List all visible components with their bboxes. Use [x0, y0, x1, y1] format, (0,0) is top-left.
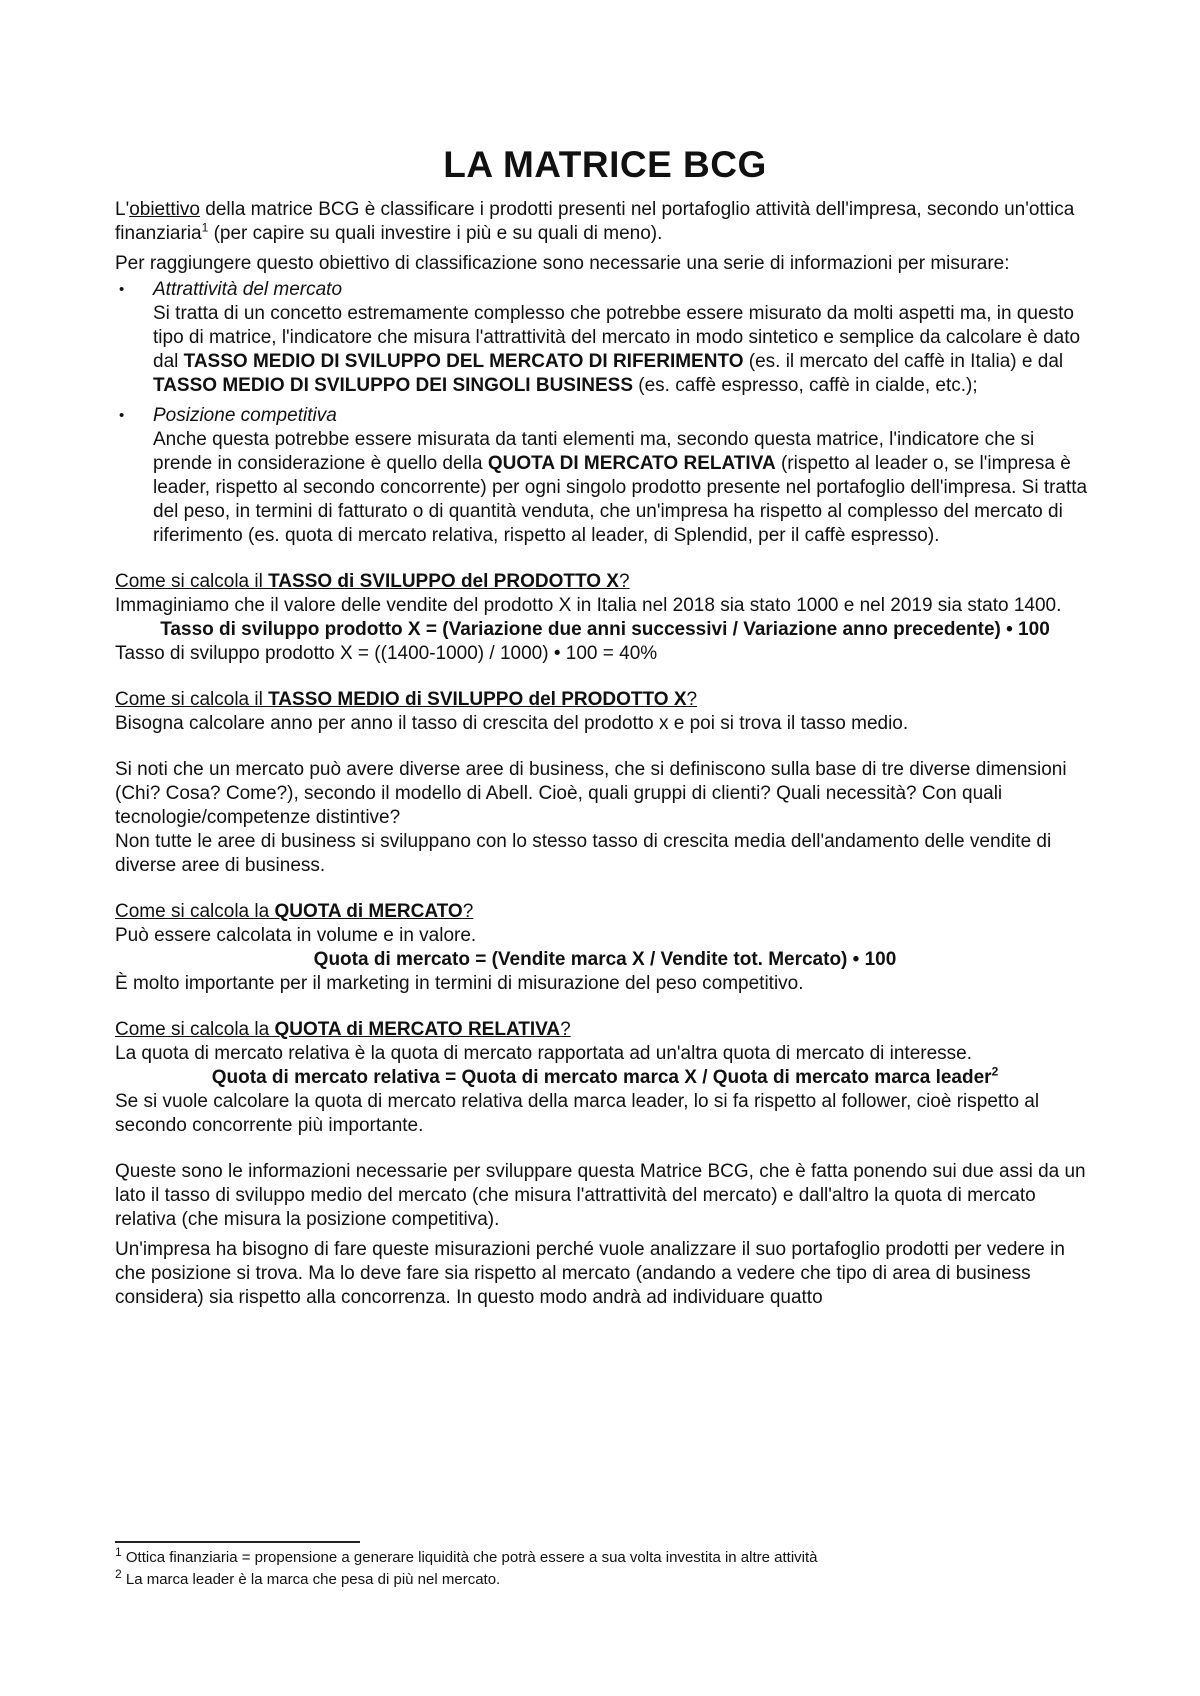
footnote-ref-2: 2	[991, 1064, 999, 1079]
section-paragraph: Può essere calcolata in volume e in valore.	[115, 925, 477, 946]
footnote-divider	[115, 1541, 360, 1543]
intro-paragraph-2: Per raggiungere questo obiettivo di classificazione sono necessarie una serie di informazioni per misurare:	[115, 253, 1010, 274]
formula-quota-mercato: Quota di mercato = (Vendite marca X / Vendite tot. Mercato) • 100	[313, 949, 897, 970]
section-paragraph: Non tutte le aree di business si sviluppano con lo stesso tasso di crescita media dell'andamento delle vendite di diverse aree di business.	[115, 831, 1052, 876]
section-heading-quota-relativa: Come si calcola la QUOTA di MERCATO RELATIVA?	[115, 1019, 571, 1040]
section-paragraph: Queste sono le informazioni necessarie per sviluppare questa Matrice BCG, che è fatta ponendo sui due assi da un lato il tasso di sviluppo medio del mercato (che misura l'attrattività del mercato) e dall'altro la quota di mercato relativa (che misura la posizione competitiva).	[115, 1161, 1086, 1230]
bullet-icon: •	[119, 407, 125, 424]
calculation-example: Tasso di sviluppo prodotto X = ((1400-1000) / 1000) • 100 = 40%	[115, 643, 658, 664]
section-heading-tasso-medio: Come si calcola il TASSO MEDIO di SVILUPPO del PRODOTTO X?	[115, 689, 698, 710]
list-item-title: Attrattività del mercato	[153, 279, 343, 300]
underlined-term: obiettivo	[129, 199, 200, 220]
bullet-icon: •	[119, 281, 125, 298]
section-paragraph: Immaginiamo che il valore delle vendite del prodotto X in Italia nel 2018 sia stato 1000 e nel 2019 sia stato 1400.	[115, 595, 1062, 616]
list-item: • Posizione competitiva Anche questa potrebbe essere misurata da tanti elementi ma, secondo questa matrice, l'indicatore che si prende in considerazione è quello della QUOTA DI MERCATO RELATIVA (rispetto al leader o, se l'impresa è leader, rispetto al secondo concorrente) per ogni singolo prodotto presente nel portafoglio dell'impresa. Si tratta del peso, in termini di fatturato o di quantità venduta, che un'impresa ha rispetto al complesso del mercato di riferimento (es. quota di mercato relativa, rispetto al leader, di Splendid, per il caffè espresso).	[119, 405, 1088, 546]
footnote-ref-1: 1	[201, 220, 209, 235]
formula-quota-relativa: Quota di mercato relativa = Quota di mercato marca X / Quota di mercato marca leader$^2$	[211, 1064, 999, 1088]
section-paragraph: La quota di mercato relativa è la quota di mercato rapportata ad un'altra quota di mercato di interesse.	[115, 1043, 973, 1064]
list-item: • Attrattività del mercato Si tratta di un concetto estremamente complesso che potrebbe essere misurato da molti aspetti ma, in questo tipo di matrice, l'indicatore che misura l'attrattività del mercato in modo sintetico e semplice da calcolare è dato dal TASSO MEDIO DI SVILUPPO DEL MERCATO DI RIFERIMENTO (es. il mercato del caffè in Italia) e dal TASSO MEDIO DI SVILUPPO DEI SINGOLI BUSINESS (es. caffè espresso, caffè in cialde, etc.);	[119, 279, 1081, 396]
document-body	[115, 142, 1095, 1310]
section-heading-quota-mercato: Come si calcola la QUOTA di MERCATO?	[115, 901, 474, 922]
footnotes	[115, 1541, 1095, 1591]
footnote-1: $^1$ Ottica finanziaria = propensione a generare liquidità che potrà essere a sua volta investita in altre attività	[115, 1545, 818, 1566]
section-paragraph: Bisogna calcolare anno per anno il tasso di crescita del prodotto x e poi si trova il tasso medio.	[115, 713, 909, 734]
intro-paragraph: L'obiettivo della matrice BCG è classificare i prodotti presenti nel portafoglio attività dell'impresa, secondo un'ottica finanziaria$^1$ (per capire su quali investire i più e su quali di meno).	[115, 199, 1075, 244]
footnote-2: $^2$ La marca leader è la marca che pesa di più nel mercato.	[115, 1567, 501, 1588]
section-paragraph: Se si vuole calcolare la quota di mercato relativa della marca leader, lo si fa rispetto al follower, cioè rispetto al secondo concorrente più importante.	[115, 1091, 1040, 1136]
list-item-title: Posizione competitiva	[153, 405, 337, 426]
criteria-list	[115, 278, 1095, 548]
section-paragraph: È molto importante per il marketing in termini di misurazione del peso competitivo.	[115, 973, 804, 994]
page-title: LA MATRICE BCG	[443, 144, 767, 185]
formula-tasso-sviluppo: Tasso di sviluppo prodotto X = (Variazione due anni successivi / Variazione anno precedente) • 100	[160, 619, 1050, 640]
section-heading-tasso-sviluppo: Come si calcola il TASSO di SVILUPPO del PRODOTTO X?	[115, 571, 630, 592]
section-paragraph: Si noti che un mercato può avere diverse aree di business, che si definiscono sulla base di tre diverse dimensioni (Chi? Cosa? Come?), secondo il modello di Abell. Cioè, quali gruppi di clienti? Quali necessità? Con quali tecnologie/competenze distintive?	[115, 759, 1067, 828]
section-paragraph: Un'impresa ha bisogno di fare queste misurazioni perché vuole analizzare il suo portafoglio prodotti per vedere in che posizione si trova. Ma lo deve fare sia rispetto al mercato (andando a vedere che tipo di area di business considera) sia rispetto alla concorrenza. In questo modo andrà ad individuare quatto	[115, 1239, 1065, 1308]
